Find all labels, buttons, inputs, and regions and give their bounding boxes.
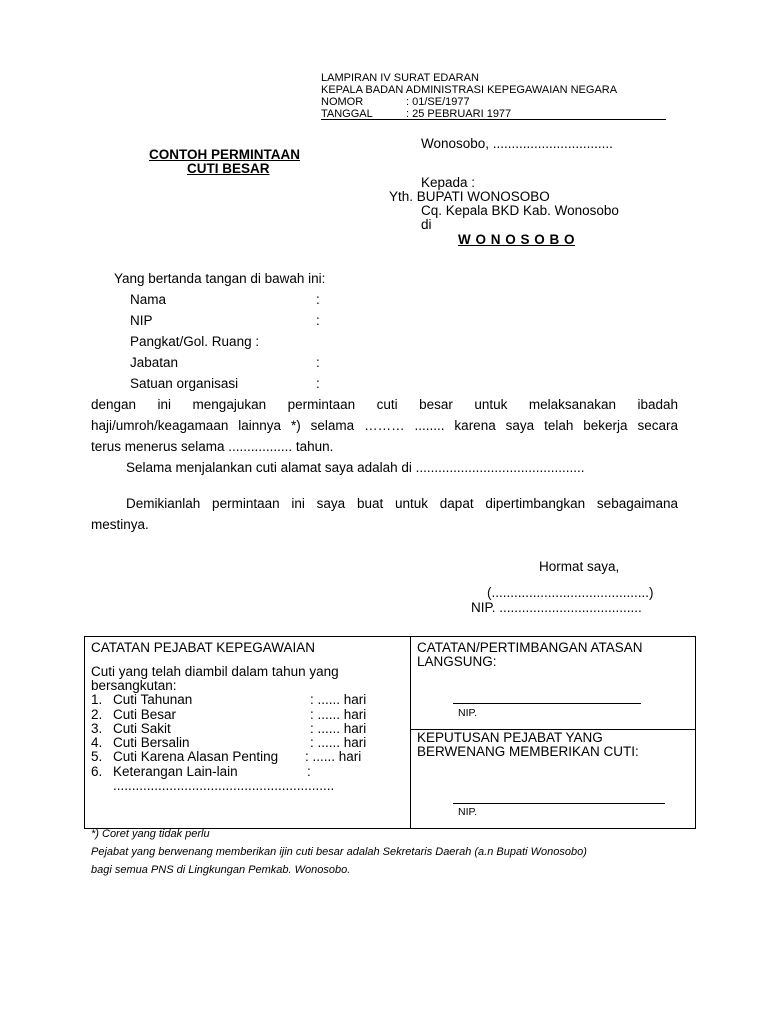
tanggal-value: : 25 PEBRUARI 1977 — [406, 108, 512, 120]
recipient-di: di — [421, 217, 432, 232]
recipient-yth: Yth. BUPATI WONOSOBO — [389, 189, 550, 204]
authority-nip: NIP. — [458, 806, 478, 818]
staff-notes-intro-1: Cuti yang telah diambil dalam tahun yang — [91, 664, 339, 679]
footnote-strike: *) Coret yang tidak perlu — [91, 828, 210, 840]
field-colon: : — [316, 292, 320, 307]
leave-item-number: 5. — [91, 749, 103, 764]
leave-item-number: 4. — [91, 735, 103, 750]
staff-notes-title: CATATAN PEJABAT KEPEGAWAIAN — [91, 640, 316, 655]
body-line-3: terus menerus selama ................. tahun. — [91, 439, 334, 454]
header-line-2: KEPALA BADAN ADMINISTRASI KEPEGAWAIAN NEGARA — [321, 84, 618, 96]
supervisor-nip: NIP. — [458, 707, 478, 719]
nomor-value: : 01/SE/1977 — [406, 96, 470, 108]
leave-item-value: : ...... hari — [310, 735, 367, 750]
signature-hormat: Hormat saya, — [539, 559, 620, 574]
tanggal-label: TANGGAL — [321, 108, 373, 120]
leave-item-value: : — [307, 764, 311, 779]
header-underline — [321, 119, 666, 120]
field-label: Nama — [130, 292, 167, 307]
authority-decision-title-2: BERWENANG MEMBERIKAN CUTI: — [417, 744, 639, 759]
recipient-city: W O N O S O B O — [458, 232, 576, 247]
leave-item-label: Cuti Bersalin — [113, 735, 190, 750]
body-line-6: mestinya. — [91, 517, 149, 532]
leave-item-number: 2. — [91, 707, 103, 722]
recipient-cq: Cq. Kepala BKD Kab. Wonosobo — [421, 203, 619, 218]
header-line-1: LAMPIRAN IV SURAT EDARAN — [321, 72, 479, 84]
leave-item-label: Cuti Karena Alasan Penting — [113, 749, 279, 764]
leave-item-value: : ...... hari — [310, 707, 367, 722]
leave-item-label: Cuti Sakit — [113, 721, 171, 736]
leave-item-number: 1. — [91, 692, 103, 707]
leave-item-value: : ...... hari — [310, 721, 367, 736]
supervisor-notes-title-1: CATATAN/PERTIMBANGAN ATASAN — [417, 640, 643, 655]
leave-item-value: : ...... hari — [310, 692, 367, 707]
leave-item-number: 3. — [91, 721, 103, 736]
recipient-kepada: Kepada : — [421, 175, 476, 190]
nomor-label: NOMOR — [321, 96, 364, 108]
field-colon: : — [316, 313, 320, 328]
signature-name: (..........................................) — [487, 585, 654, 600]
title-line-2: CUTI BESAR — [187, 161, 270, 176]
staff-notes-intro-2: bersangkutan: — [91, 678, 177, 693]
leave-item-label: Keterangan Lain-lain — [113, 764, 238, 779]
intro-text: Yang bertanda tangan di bawah ini: — [114, 271, 326, 286]
field-label: Satuan organisasi — [130, 376, 239, 391]
field-colon: : — [316, 355, 320, 370]
authority-decision-title-1: KEPUTUSAN PEJABAT YANG — [417, 730, 603, 745]
leave-item-label: Cuti Tahunan — [113, 692, 193, 707]
supervisor-signature-line — [453, 703, 641, 704]
body-line-4: Selama menjalankan cuti alamat saya adalah di ............................................. — [126, 460, 585, 475]
notes-dotted-line: ........................................................... — [113, 778, 335, 793]
field-colon: : — [316, 376, 320, 391]
leave-item-number: 6. — [91, 764, 103, 779]
body-line-1: dengan ini mengajukan permintaan cuti besar untuk melaksanakan ibadah — [91, 397, 678, 412]
authority-signature-line — [453, 803, 665, 804]
place-date: Wonosobo, ................................ — [421, 136, 613, 151]
field-label: Pangkat/Gol. Ruang : — [130, 334, 260, 349]
field-label: Jabatan — [130, 355, 179, 370]
table-divider-vertical — [410, 636, 411, 828]
leave-item-value: : ...... hari — [305, 749, 362, 764]
field-label: NIP — [130, 313, 153, 328]
body-line-5: Demikianlah permintaan ini saya buat untuk dapat dipertimbangkan sebagaimana — [126, 496, 678, 511]
body-line-2: haji/umroh/keagamaan lainnya *) selama ……… ........ karena saya telah bekerja secara — [91, 418, 678, 433]
footnote-authority-1: Pejabat yang berwenang memberikan ijin cuti besar adalah Sekretaris Daerah (a.n Bupati Wonosobo) — [91, 846, 587, 858]
title-line-1: CONTOH PERMINTAAN — [149, 147, 300, 162]
supervisor-notes-title-2: LANGSUNG: — [417, 654, 497, 669]
footnote-authority-2: bagi semua PNS di Lingkungan Pemkab. Wonosobo. — [91, 864, 351, 876]
leave-item-label: Cuti Besar — [113, 707, 177, 722]
signature-nip: NIP. ...................................... — [471, 600, 642, 615]
